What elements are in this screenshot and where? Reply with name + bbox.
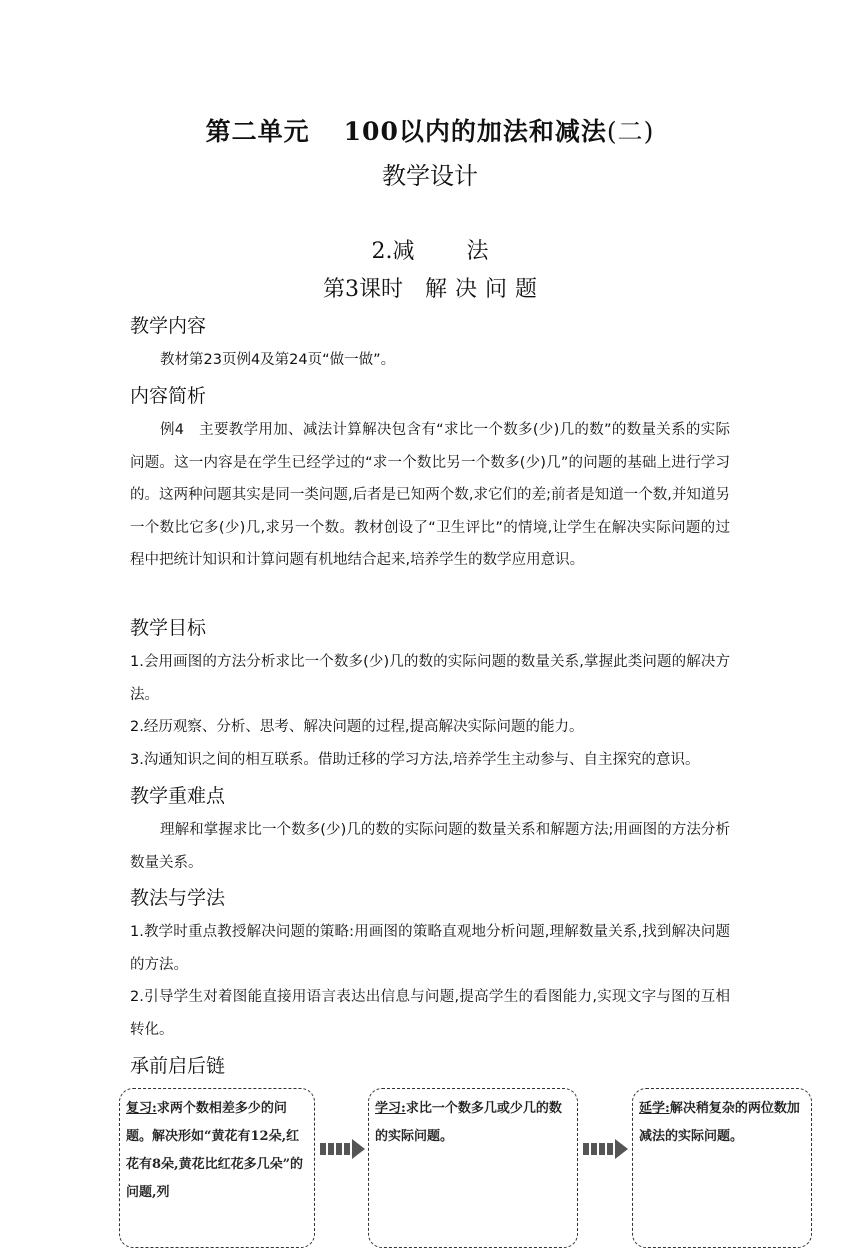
section-heading: 教学重难点	[130, 785, 226, 807]
chain-box-text: 求两个数相差多少的问题。解决形如“黄花有12朵,红花有8朵,黄花比红花多几朵”的问题,列	[126, 1101, 304, 1200]
dashed-right-arrow-icon	[320, 1139, 365, 1159]
list-item: 3.沟通知识之间的相互联系。借助迁移的学习方法,培养学生主动参与、自主探究的意识。	[130, 751, 700, 768]
section-methods	[130, 884, 730, 1046]
unit-prefix: 第二单元	[205, 117, 310, 146]
chain-box-extend	[632, 1088, 812, 1248]
list-item: 2.经历观察、分析、思考、解决问题的过程,提高解决实际问题的能力。	[130, 719, 584, 735]
section-char: 法	[466, 239, 489, 264]
chain-box-text: 求比一个数多几或少几的数的实际问题。	[375, 1101, 562, 1144]
section-heading: 内容简析	[130, 385, 207, 407]
section-goals	[130, 614, 730, 776]
list-item: 1.会用画图的方法分析求比一个数多(少)几的数的实际问题的数量关系,掌握此类问题的解决方法。	[130, 654, 730, 703]
section-heading: 教法与学法	[130, 887, 226, 909]
section-analysis	[130, 382, 730, 577]
lesson-label: 第3课时	[322, 277, 403, 302]
doc-subtitle: 教学设计	[382, 162, 478, 190]
lesson-word: 决	[454, 277, 477, 302]
section-heading: 教学内容	[130, 315, 207, 337]
unit-name: 100以内的加法和减法	[343, 117, 607, 146]
section-heading: 承前启后链	[130, 1055, 226, 1077]
section-title	[0, 234, 860, 265]
chain-box-label: 学习:	[375, 1101, 406, 1116]
section-text: 理解和掌握求比一个数多(少)几的数的实际问题的数量关系和解题方法;用画图的方法分析数量关系。	[130, 822, 730, 871]
lesson-title	[0, 272, 860, 303]
chain-box-label: 延学:	[639, 1101, 670, 1116]
section-text: 教材第23页例4及第24页“做一做”。	[160, 352, 396, 368]
chain-box-label: 复习:	[126, 1101, 157, 1116]
chain-box-text: 解决稍复杂的两位数加减法的实际问题。	[639, 1101, 800, 1144]
section-num: 2.减	[371, 239, 415, 264]
list-item: 2.引导学生对着图能直接用语言表达出信息与问题,提高学生的看图能力,实现文字与图的互相转化。	[130, 989, 730, 1038]
dashed-right-arrow-icon	[583, 1139, 628, 1159]
section-text: 例4 主要教学用加、减法计算解决包含有“求比一个数多(少)几的数”的数量关系的实际问题。这一内容是在学生已经学过的“求一个数比另一个数多(少)几”的问题的基础上进行学习的。这两种问题其实是同一类问题,后者是已知两个数,求它们的差;前者是知道一个数,并知道另一个数比它多(少)几,求另一个数。教材创设了“卫生评比”的情境,让学生在解决实际问题的过程中把统计知识和计算问题有机地结合起来,培养学生的数学应用意识。	[130, 422, 730, 568]
section-chain	[130, 1052, 730, 1084]
chain-box-review	[119, 1088, 315, 1248]
lesson-word: 问	[485, 277, 508, 302]
knowledge-chain	[0, 1088, 860, 1216]
chain-box-learn	[368, 1088, 578, 1248]
section-heading: 教学目标	[130, 617, 207, 639]
list-item: 1.教学时重点教授解决问题的策略:用画图的策略直观地分析问题,理解数量关系,找到解决问题的方法。	[130, 924, 730, 973]
unit-sub: (二)	[606, 117, 655, 146]
section-content	[130, 312, 730, 377]
lesson-word: 解	[424, 277, 447, 302]
unit-title	[0, 112, 860, 148]
section-keypoints	[130, 782, 730, 879]
lesson-word: 题	[515, 277, 538, 302]
